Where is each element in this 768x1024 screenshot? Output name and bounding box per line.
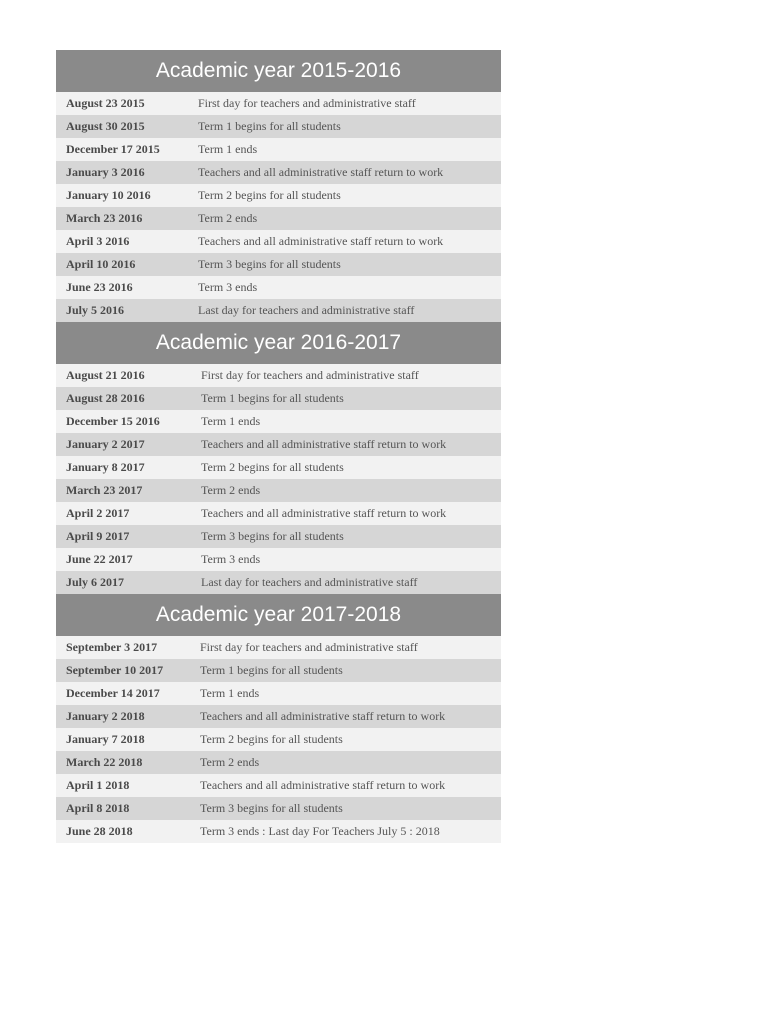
row-event: First day for teachers and administrative staff: [200, 640, 418, 654]
row-event: Term 1 ends: [201, 414, 261, 428]
calendar-row: [56, 92, 501, 115]
row-date: August 21 2016: [66, 368, 145, 382]
row-date: March 23 2016: [66, 211, 143, 225]
calendar-row: [56, 138, 501, 161]
section-title: Academic year 2017-2018: [56, 594, 501, 636]
row-event: Term 2 ends: [198, 211, 258, 225]
calendar-row: [56, 705, 501, 728]
row-date: April 9 2017: [66, 529, 130, 543]
row-event: Teachers and all administrative staff return to work: [198, 165, 444, 179]
row-date: January 8 2017: [66, 460, 145, 474]
calendar-row: [56, 548, 501, 571]
row-event: Term 1 begins for all students: [201, 391, 344, 405]
calendar-row: [56, 479, 501, 502]
section-title: Academic year 2015-2016: [56, 50, 501, 92]
row-date: August 23 2015: [66, 96, 145, 110]
calendar-row: [56, 659, 501, 682]
row-event: Term 1 ends: [200, 686, 260, 700]
row-event: Teachers and all administrative staff return to work: [200, 778, 446, 792]
row-date: January 2 2017: [66, 437, 145, 451]
row-date: January 7 2018: [66, 732, 145, 746]
calendar-row: [56, 433, 501, 456]
row-date: June 22 2017: [66, 552, 133, 566]
row-date: January 2 2018: [66, 709, 145, 723]
row-event: Term 2 ends: [200, 755, 260, 769]
calendar-row: [56, 797, 501, 820]
calendar-row: [56, 456, 501, 479]
calendar-row: [56, 299, 501, 322]
academic-calendar: [56, 50, 501, 843]
row-date: August 30 2015: [66, 119, 145, 133]
row-date: April 3 2016: [66, 234, 130, 248]
row-date: August 28 2016: [66, 391, 145, 405]
row-event: Term 1 begins for all students: [200, 663, 343, 677]
calendar-row: [56, 387, 501, 410]
academic-year-section: [56, 50, 501, 322]
row-event: Term 3 begins for all students: [198, 257, 341, 271]
calendar-row: [56, 636, 501, 659]
row-date: December 17 2015: [66, 142, 160, 156]
row-event: Term 1 ends: [198, 142, 258, 156]
row-date: September 3 2017: [66, 640, 158, 654]
calendar-row: [56, 410, 501, 433]
calendar-row: [56, 774, 501, 797]
calendar-row: [56, 502, 501, 525]
calendar-row: [56, 207, 501, 230]
calendar-row: [56, 230, 501, 253]
calendar-row: [56, 820, 501, 843]
row-date: December 14 2017: [66, 686, 160, 700]
row-event: Teachers and all administrative staff return to work: [200, 709, 446, 723]
row-date: April 2 2017: [66, 506, 130, 520]
row-event: Term 1 begins for all students: [198, 119, 341, 133]
academic-year-section: [56, 322, 501, 594]
row-event: Last day for teachers and administrative staff: [201, 575, 418, 589]
row-event: Term 3 ends: [198, 280, 258, 294]
row-date: June 28 2018: [66, 824, 133, 838]
row-event: First day for teachers and administrative staff: [201, 368, 419, 382]
row-event: Teachers and all administrative staff return to work: [201, 437, 447, 451]
row-event: Term 2 begins for all students: [198, 188, 341, 202]
row-date: September 10 2017: [66, 663, 164, 677]
calendar-row: [56, 525, 501, 548]
row-date: April 1 2018: [66, 778, 130, 792]
row-date: January 3 2016: [66, 165, 145, 179]
row-event: Teachers and all administrative staff return to work: [201, 506, 447, 520]
calendar-row: [56, 184, 501, 207]
row-date: March 23 2017: [66, 483, 143, 497]
row-event: Term 3 ends: [201, 552, 261, 566]
calendar-row: [56, 253, 501, 276]
row-date: March 22 2018: [66, 755, 143, 769]
calendar-row: [56, 571, 501, 594]
section-title: Academic year 2016-2017: [56, 322, 501, 364]
calendar-row: [56, 751, 501, 774]
row-event: Last day for teachers and administrative staff: [198, 303, 415, 317]
calendar-row: [56, 161, 501, 184]
calendar-row: [56, 276, 501, 299]
row-date: July 6 2017: [66, 575, 125, 589]
row-date: January 10 2016: [66, 188, 151, 202]
calendar-row: [56, 728, 501, 751]
row-event: Term 2 begins for all students: [201, 460, 344, 474]
row-event: Term 3 ends : Last day For Teachers July 5 : 2018: [200, 824, 440, 838]
calendar-row: [56, 115, 501, 138]
row-event: Term 2 ends: [201, 483, 261, 497]
row-event: First day for teachers and administrative staff: [198, 96, 416, 110]
row-date: July 5 2016: [66, 303, 125, 317]
academic-year-section: [56, 594, 501, 843]
row-date: April 8 2018: [66, 801, 130, 815]
row-event: Term 2 begins for all students: [200, 732, 343, 746]
row-event: Term 3 begins for all students: [201, 529, 344, 543]
calendar-row: [56, 682, 501, 705]
row-date: April 10 2016: [66, 257, 136, 271]
row-date: June 23 2016: [66, 280, 133, 294]
calendar-row: [56, 364, 501, 387]
row-date: December 15 2016: [66, 414, 160, 428]
row-event: Teachers and all administrative staff return to work: [198, 234, 444, 248]
row-event: Term 3 begins for all students: [200, 801, 343, 815]
